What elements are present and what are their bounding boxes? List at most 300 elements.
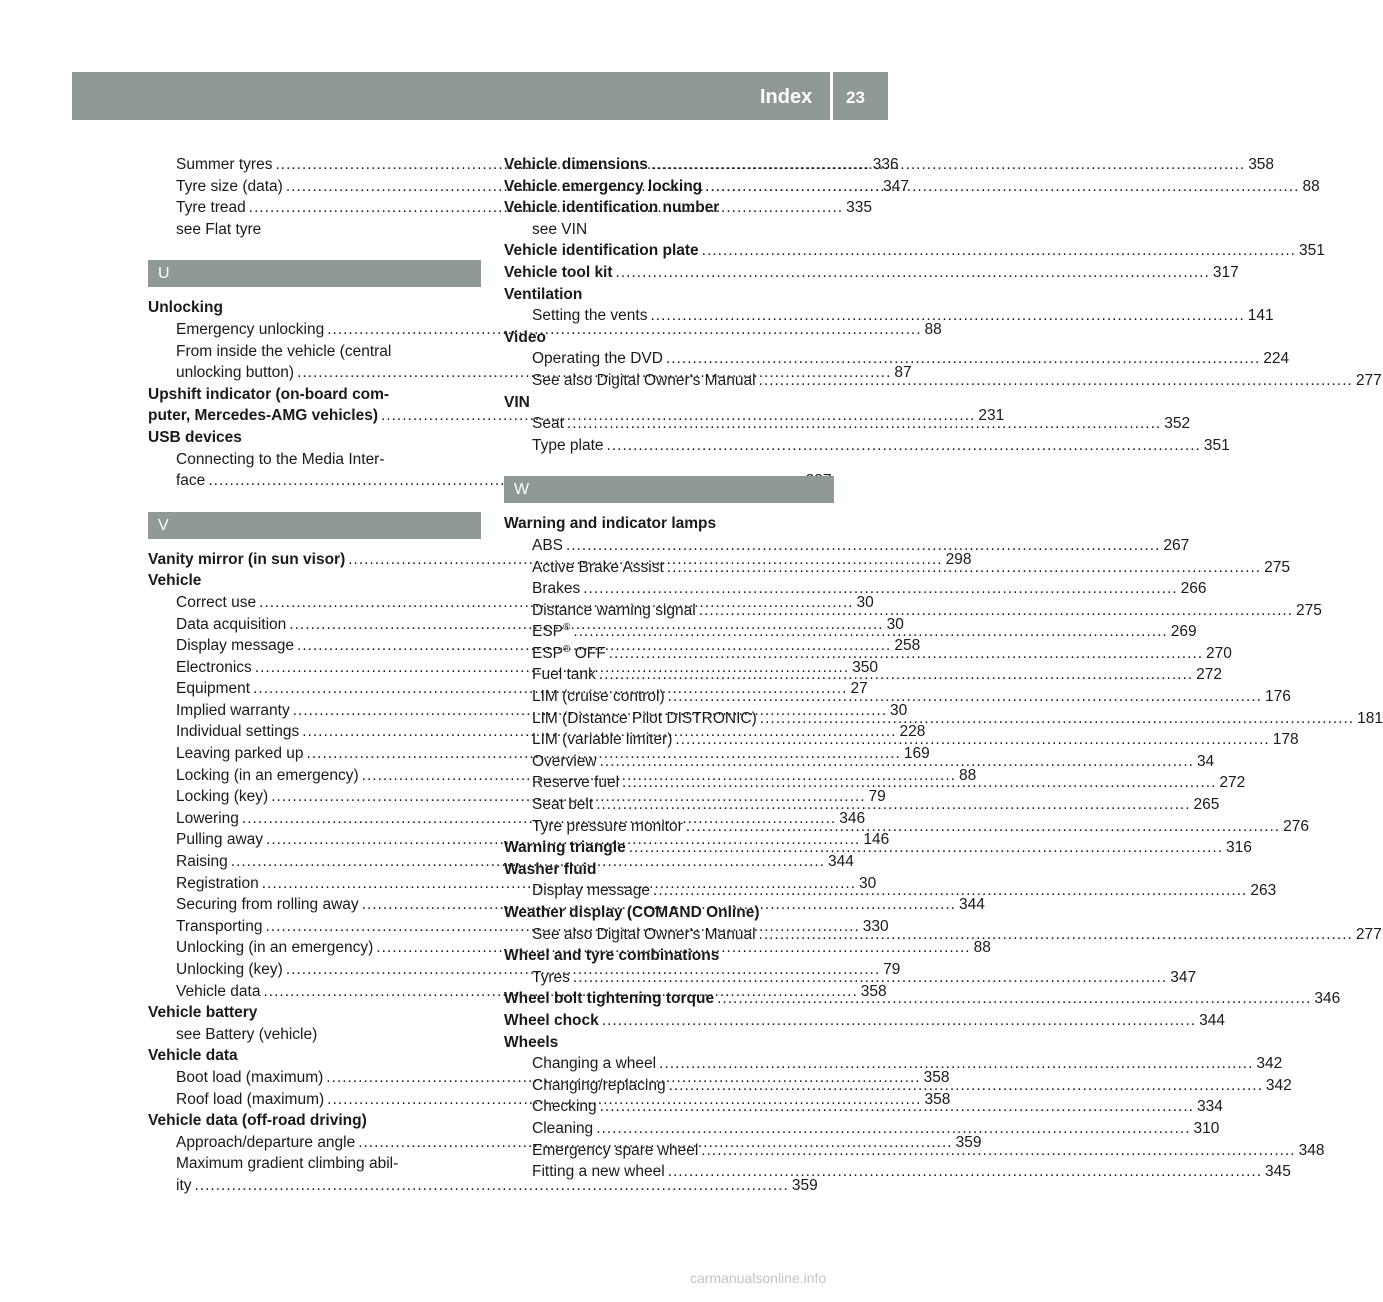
entry-text — [176, 765, 359, 787]
page-ref[interactable]: 272 — [1196, 666, 1222, 684]
entry-text — [532, 729, 672, 751]
dot-leader — [602, 1010, 1196, 1032]
entry-label: Securing from rolling away — [176, 896, 359, 914]
entry-label: Locking (in an emergency) — [176, 766, 359, 784]
index-subentry — [148, 219, 481, 241]
page-ref[interactable]: 344 — [828, 853, 854, 871]
entry-text — [176, 176, 283, 198]
page-ref[interactable]: 270 — [1206, 644, 1232, 662]
entry-label: Tyre tread — [176, 199, 246, 217]
entry-label: Tyre pressure monitor — [532, 817, 683, 835]
dot-leader — [667, 557, 1261, 579]
entry-label: Pulling away — [176, 831, 264, 849]
dot-leader — [653, 880, 1247, 902]
page-ref[interactable]: 334 — [1196, 1098, 1223, 1116]
entry-text — [532, 794, 593, 816]
entry-label: Vehicle identification number — [504, 199, 720, 217]
entry-label: see VIN — [532, 220, 588, 238]
entry-text — [532, 772, 619, 794]
entry-label: Vehicle battery — [148, 1004, 258, 1022]
entry-label: Display message — [532, 882, 651, 900]
entry-text — [176, 219, 261, 241]
entry-label: Connecting to the Media Inter- — [176, 450, 385, 468]
dot-leader — [659, 1053, 1253, 1075]
page-ref[interactable]: 336 — [872, 156, 899, 173]
entry-text — [504, 988, 714, 1010]
entry-label: Vehicle — [148, 572, 202, 590]
entry-label: Raising — [176, 853, 228, 871]
index-subentry — [148, 1153, 481, 1175]
entry-label: Checking — [532, 1098, 597, 1116]
entry-text — [176, 700, 290, 722]
page-ref[interactable]: 265 — [1193, 796, 1220, 814]
entry-text — [176, 1067, 323, 1089]
entry-label: ESP — [532, 644, 564, 662]
index-subentry[interactable] — [504, 1053, 1283, 1075]
index-subentry[interactable] — [504, 435, 1230, 457]
entry-label: See also Digital Owner's Manual — [532, 371, 756, 389]
page-ref[interactable]: 346 — [1314, 990, 1341, 1008]
dot-leader — [596, 794, 1190, 816]
dot-leader — [607, 435, 1201, 457]
dot-leader — [651, 154, 1245, 176]
entry-text — [504, 902, 760, 924]
entry-text — [504, 837, 626, 859]
page-ref[interactable]: 358 — [860, 982, 887, 1000]
entry-label: Upshift indicator (on-board com- — [148, 385, 390, 403]
index-entry — [148, 1110, 481, 1132]
page-ref[interactable]: 181 — [1357, 709, 1383, 727]
page-ref[interactable]: 359 — [955, 1133, 982, 1151]
entry-label: ABS — [532, 536, 564, 554]
entry-label: VIN — [504, 393, 530, 411]
entry-label: Summer tyres — [176, 156, 273, 173]
index-subentry[interactable] — [504, 535, 1190, 557]
entry-text — [504, 154, 648, 176]
index-subentry[interactable] — [504, 1161, 1291, 1183]
entry-label: Locking (key) — [176, 788, 269, 806]
entry-text — [532, 535, 563, 557]
index-entry — [148, 570, 481, 592]
entry-label: Tyres — [532, 968, 570, 986]
index-entry — [148, 427, 481, 449]
index-entry — [148, 297, 481, 319]
dot-leader — [699, 600, 1293, 622]
page-ref[interactable]: 30 — [859, 874, 877, 892]
entry-label: Vehicle dimensions — [504, 156, 648, 173]
entry-label: Overview — [532, 752, 597, 770]
entry-label: Correct use — [176, 593, 257, 611]
entry-label: Display message — [176, 637, 295, 655]
dot-leader — [759, 370, 1353, 392]
dot-leader — [701, 1140, 1295, 1162]
index-entry — [504, 327, 834, 349]
page-ref[interactable]: 169 — [903, 745, 930, 763]
entry-text — [532, 664, 596, 686]
entry-label: Implied warranty — [176, 701, 290, 719]
page-ref[interactable]: 79 — [883, 961, 901, 978]
entry-text — [148, 549, 345, 571]
index-entry[interactable] — [504, 262, 1239, 284]
entry-text — [532, 686, 665, 708]
dot-leader — [668, 686, 1262, 708]
entry-label: ESP — [532, 623, 564, 641]
entry-label: Unlocking (in an emergency) — [176, 939, 374, 957]
entry-text — [176, 894, 359, 916]
page-ref[interactable]: 258 — [894, 637, 921, 655]
entry-label: Boot load (maximum) — [176, 1068, 324, 1086]
index-subentry[interactable] — [504, 305, 1274, 327]
page-ref[interactable]: 34 — [1196, 752, 1215, 770]
entry-label: Active Brake Assist — [532, 558, 664, 576]
entry-text — [176, 678, 250, 700]
page-ref[interactable]: 267 — [1163, 536, 1190, 554]
entry-text — [176, 657, 252, 679]
page-ref[interactable]: 178 — [1272, 731, 1299, 749]
entry-label: LIM (cruise control) — [532, 688, 665, 706]
page-ref[interactable]: 88 — [924, 320, 942, 338]
entry-text — [176, 341, 391, 363]
page-ref[interactable]: 269 — [1170, 623, 1197, 641]
entry-text — [176, 959, 283, 981]
dot-leader — [668, 1161, 1262, 1183]
entry-text — [532, 1096, 597, 1118]
page-ref[interactable]: 224 — [1263, 350, 1290, 368]
entry-text — [176, 319, 324, 341]
entry-text — [532, 1118, 593, 1140]
page-ref[interactable]: 276 — [1283, 817, 1309, 835]
entry-label: Seat — [532, 415, 564, 433]
page-ref[interactable]: 88 — [973, 939, 991, 957]
page-ref[interactable]: 88 — [958, 766, 977, 784]
entry-label: Roof load (maximum) — [176, 1090, 325, 1108]
entry-text — [148, 384, 389, 406]
page-title: Index — [760, 86, 813, 108]
page-ref[interactable]: 30 — [886, 615, 904, 633]
index-entry — [504, 392, 834, 414]
entry-text — [532, 1140, 698, 1162]
page-ref[interactable]: 351 — [1203, 436, 1230, 454]
entry-text — [148, 1002, 257, 1024]
section-header-w: W — [504, 476, 834, 503]
dot-leader — [650, 305, 1244, 327]
entry-label: Warning and indicator lamps — [504, 515, 717, 533]
entry-text — [176, 1153, 398, 1175]
entry-text — [176, 592, 256, 614]
page-ref[interactable]: 344 — [958, 896, 985, 914]
entry-text — [532, 219, 587, 241]
dot-leader — [629, 837, 1223, 859]
dot-leader — [622, 772, 1216, 794]
page-ref[interactable]: 277 — [1355, 371, 1382, 389]
page-ref[interactable]: 275 — [1296, 601, 1322, 619]
entry-text — [504, 262, 613, 284]
entry-label: LIM (variable limiter) — [532, 731, 673, 749]
page-ref[interactable]: 335 — [846, 199, 872, 217]
entry-label: LIM (Distance Pilot DISTRONIC) — [532, 709, 757, 727]
entry-label: Vanity mirror (in sun visor) — [148, 550, 346, 568]
entry-label: Operating the DVD — [532, 350, 663, 368]
page-ref[interactable]: 358 — [923, 1068, 950, 1086]
entry-label: Vehicle emergency locking — [504, 177, 703, 195]
entry-label: face — [176, 472, 206, 490]
index-subentry — [504, 219, 834, 241]
page-ref[interactable]: 30 — [856, 593, 874, 611]
entry-label: See also Digital Owner's Manual — [532, 925, 756, 943]
entry-text — [176, 743, 304, 765]
page-ref[interactable]: 342 — [1265, 1076, 1292, 1094]
entry-label: Fitting a new wheel — [532, 1163, 665, 1181]
dot-leader — [600, 751, 1194, 773]
entry-text — [176, 851, 228, 873]
page-ref[interactable]: 351 — [1299, 242, 1325, 260]
entry-text — [532, 1075, 666, 1097]
page-ref[interactable]: 350 — [852, 658, 879, 676]
index-entry — [504, 284, 834, 306]
entry-text — [176, 829, 263, 851]
entry-label: Vehicle tool kit — [504, 263, 613, 281]
entry-text — [176, 721, 299, 743]
entry-text — [148, 405, 378, 427]
page-ref[interactable]: 263 — [1250, 882, 1277, 900]
entry-text — [504, 176, 702, 198]
dot-leader — [705, 176, 1299, 198]
entry-text — [504, 284, 582, 306]
entry-text — [532, 348, 663, 370]
entry-text — [148, 570, 201, 592]
page-ref[interactable]: 359 — [791, 1176, 818, 1194]
entry-label: Unlocking — [148, 299, 223, 317]
entry-text — [504, 327, 546, 349]
entry-text — [532, 578, 580, 600]
entry-text — [532, 413, 564, 435]
page-ref[interactable]: 88 — [1302, 177, 1320, 195]
entry-text — [532, 924, 756, 946]
entry-label: puter, Mercedes-AMG vehicles) — [148, 407, 378, 425]
page-ref[interactable]: 87 — [894, 364, 912, 382]
page-ref[interactable]: 27 — [850, 680, 868, 698]
entry-text — [504, 1032, 558, 1054]
entry-text — [532, 1053, 656, 1075]
entry-text — [532, 370, 756, 392]
page-ref[interactable]: 30 — [890, 701, 908, 719]
entry-label: see Battery (vehicle) — [176, 1025, 318, 1043]
entry-label: Distance warning signal — [532, 601, 696, 619]
page-ref[interactable]: 347 — [883, 177, 910, 195]
entry-text — [148, 1045, 238, 1067]
page-ref[interactable]: 228 — [899, 723, 926, 741]
entry-label: Emergency unlocking — [176, 320, 325, 338]
entry-label-suffix: OFF — [570, 644, 606, 662]
entry-label: Data acquisition — [176, 615, 287, 633]
entry-text — [504, 197, 719, 219]
entry-text — [532, 708, 757, 730]
entry-label: Leaving parked up — [176, 745, 304, 763]
page-ref[interactable]: 176 — [1264, 688, 1291, 706]
entry-label: Wheel and tyre combinations — [504, 947, 720, 965]
entry-text — [532, 1161, 665, 1183]
entry-text — [532, 880, 650, 902]
index-entry — [504, 197, 834, 219]
dot-leader — [616, 262, 1210, 284]
entry-label: Reserve fuel — [532, 774, 620, 792]
dot-leader — [717, 988, 1311, 1010]
page-ref[interactable]: 141 — [1247, 307, 1274, 325]
index-subentry — [148, 1024, 481, 1046]
dot-leader — [675, 729, 1269, 751]
entry-text — [176, 1132, 355, 1154]
index-subentry — [148, 449, 481, 471]
entry-label: Tyre size (data) — [176, 177, 283, 195]
dot-leader — [666, 348, 1260, 370]
entry-label: Seat belt — [532, 796, 594, 814]
entry-text — [504, 392, 530, 414]
entry-text — [176, 614, 286, 636]
entry-label: Setting the vents — [532, 307, 648, 325]
entry-text — [532, 816, 683, 838]
entry-label: Approach/departure angle — [176, 1133, 356, 1151]
dot-leader — [566, 535, 1160, 557]
entry-label: From inside the vehicle (central — [176, 342, 392, 360]
index-subentry[interactable] — [148, 470, 481, 492]
entry-text — [176, 362, 294, 384]
dot-leader — [609, 643, 1203, 665]
index-entry — [148, 1045, 481, 1067]
entry-label: Registration — [176, 874, 259, 892]
dot-leader — [669, 1075, 1263, 1097]
entry-text — [176, 197, 246, 219]
page-ref[interactable]: 317 — [1212, 263, 1239, 281]
entry-text — [532, 305, 647, 327]
page-ref[interactable]: 345 — [1265, 1163, 1291, 1181]
index-subentry[interactable] — [504, 1118, 1220, 1140]
entry-text — [532, 643, 606, 665]
index-subentry[interactable] — [504, 348, 1290, 370]
page-ref[interactable]: 266 — [1180, 580, 1207, 598]
page-ref[interactable]: 358 — [924, 1090, 951, 1108]
entry-text — [532, 435, 604, 457]
page-ref[interactable]: 298 — [945, 550, 972, 568]
entry-label: Fuel tank — [532, 666, 596, 684]
entry-text — [176, 154, 272, 176]
page-ref[interactable]: 79 — [868, 788, 886, 806]
entry-label: Vehicle data — [176, 982, 261, 1000]
index-entry — [504, 513, 834, 535]
entry-text — [148, 427, 242, 449]
entry-text — [532, 621, 570, 643]
dot-leader — [760, 708, 1354, 730]
index-entry[interactable] — [504, 1010, 1225, 1032]
page-ref[interactable]: 275 — [1264, 558, 1290, 576]
entry-label: Maximum gradient climbing abil- — [176, 1155, 399, 1173]
entry-label: Lowering — [176, 809, 239, 827]
index-entry[interactable] — [504, 240, 1325, 262]
entry-text — [532, 600, 696, 622]
entry-text — [504, 859, 596, 881]
entry-text — [176, 470, 205, 492]
entry-text — [176, 808, 239, 830]
index-entry — [504, 902, 834, 924]
entry-text — [504, 945, 719, 967]
dot-leader — [573, 621, 1167, 643]
entry-label: see Flat tyre — [176, 220, 262, 238]
index-entry — [504, 945, 834, 967]
page-ref[interactable]: 348 — [1298, 1141, 1325, 1159]
entry-label: Equipment — [176, 680, 251, 698]
page-ref[interactable]: 342 — [1256, 1055, 1283, 1073]
entry-text — [176, 981, 260, 1003]
entry-text — [176, 449, 385, 471]
entry-text — [532, 557, 664, 579]
entry-label: Cleaning — [532, 1119, 594, 1137]
header-divider — [830, 72, 833, 120]
entry-label: Wheels — [504, 1033, 559, 1051]
page-ref[interactable]: 146 — [863, 831, 890, 849]
watermark: carmanualsonline.info — [690, 1270, 827, 1286]
entry-text — [504, 240, 699, 262]
index-entry — [148, 1002, 481, 1024]
entry-label: unlocking button) — [176, 364, 295, 382]
entry-text — [176, 916, 262, 938]
registered-mark: ® — [563, 643, 571, 655]
index-subentry[interactable] — [148, 1175, 818, 1197]
index-subentry — [148, 341, 481, 363]
page-ref[interactable]: 352 — [1164, 415, 1191, 433]
page-ref[interactable]: 358 — [1248, 156, 1275, 173]
dot-leader — [583, 578, 1177, 600]
entry-text — [176, 937, 373, 959]
entry-text — [148, 297, 223, 319]
entry-label: Ventilation — [504, 285, 583, 303]
index-entry — [504, 1032, 834, 1054]
entry-label: Changing/replacing — [532, 1076, 666, 1094]
dot-leader — [600, 1096, 1194, 1118]
entry-text — [148, 1110, 367, 1132]
entry-text — [176, 1175, 192, 1197]
page-ref[interactable]: 272 — [1219, 774, 1246, 792]
page-ref[interactable]: 310 — [1193, 1119, 1220, 1137]
entry-label: Individual settings — [176, 723, 300, 741]
index-entry — [148, 384, 481, 406]
entry-label: ity — [176, 1176, 192, 1194]
page-number: 23 — [846, 88, 865, 107]
dot-leader — [599, 664, 1193, 686]
entry-text — [532, 751, 597, 773]
index-subentry[interactable] — [504, 578, 1207, 600]
page-ref[interactable]: 344 — [1199, 1011, 1225, 1029]
page-ref[interactable]: 231 — [978, 407, 1005, 425]
page-ref[interactable]: 330 — [862, 917, 889, 935]
dot-leader — [567, 413, 1161, 435]
dot-leader — [686, 816, 1280, 838]
entry-label: Washer fluid — [504, 860, 597, 878]
page-ref[interactable]: 347 — [1170, 968, 1197, 986]
dot-leader — [596, 1118, 1190, 1140]
entry-label: Vehicle identification plate — [504, 242, 699, 260]
section-header-u: U — [148, 260, 481, 287]
index-entry — [504, 859, 834, 881]
entry-label: Wheel chock — [504, 1011, 599, 1029]
entry-text — [504, 513, 716, 535]
entry-label: Video — [504, 328, 546, 346]
page-ref[interactable]: 346 — [839, 809, 866, 827]
entry-label: Weather display (COMAND Online) — [504, 904, 760, 921]
page-ref[interactable]: 316 — [1226, 839, 1252, 857]
page-ref[interactable]: 277 — [1355, 925, 1382, 943]
entry-label: Electronics — [176, 658, 252, 676]
dot-leader — [759, 924, 1353, 946]
dot-leader — [573, 967, 1167, 989]
